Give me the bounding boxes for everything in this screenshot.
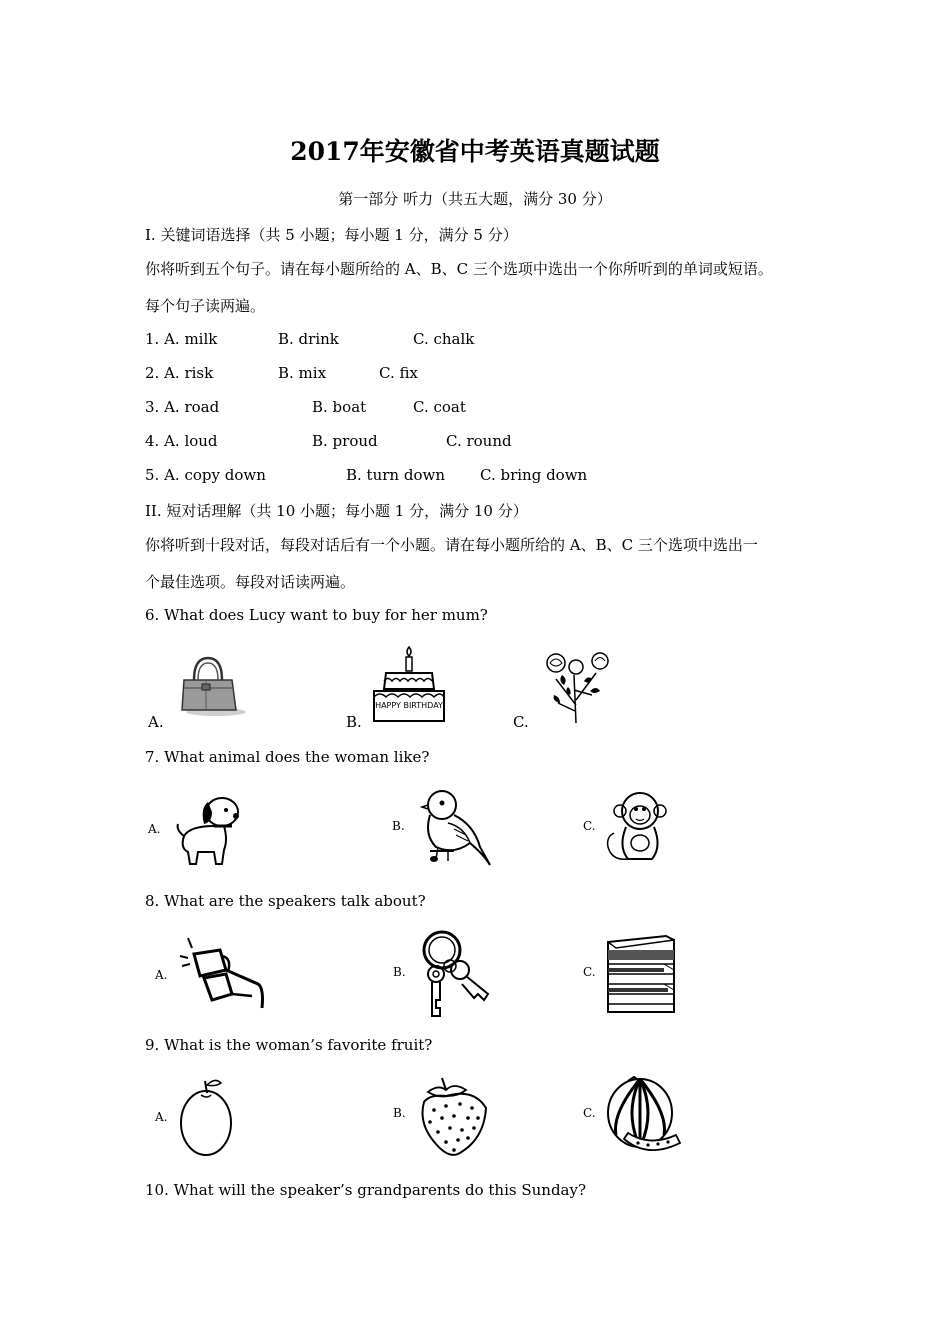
q7-text: 7. What animal does the woman like? [145, 748, 430, 766]
q3-option-a: 3. A. road [145, 398, 220, 416]
section2-instruction-line1: 你将听到十段对话，每段对话后有一个小题。请在每小题所给的 A、B、C 三个选项中选出一 [145, 536, 758, 554]
q4-option-a: 4. A. loud [145, 432, 218, 450]
part-header: 第一部分 听力（共五大题，满分 30 分） [338, 190, 612, 208]
q2-option-a: 2. A. risk [145, 364, 214, 382]
keys-icon [414, 928, 496, 1020]
page-title: 2017年安徽省中考英语真题试题 [290, 137, 660, 166]
q10-text: 10. What will the speaker’s grandparents do this Sunday? [145, 1181, 586, 1199]
birthday-cake-icon [368, 643, 450, 725]
bird-icon [414, 785, 492, 867]
plum-icon [175, 1075, 237, 1159]
q7-option-a: A. [148, 822, 161, 836]
q5-option-c: C. bring down [480, 466, 588, 484]
handbag-icon [176, 650, 248, 720]
q4-option-b: B. proud [312, 432, 378, 450]
section1-heading: I. 关键词语选择（共 5 小题；每小题 1 分，满分 5 分） [145, 226, 518, 244]
q8-text: 8. What are the speakers talk about? [145, 892, 426, 910]
q6-option-c: C. [513, 713, 529, 731]
section1-instruction-line2: 每个句子读两遍。 [145, 297, 266, 315]
q5-option-b: B. turn down [346, 466, 445, 484]
q6-option-b: B. [346, 713, 362, 731]
roses-icon [534, 645, 618, 725]
glasses-icon [178, 934, 270, 1014]
q3-option-c: C. coat [413, 398, 466, 416]
strawberry-icon [414, 1074, 492, 1160]
q8-option-c: C. [583, 965, 596, 979]
dog-icon [170, 790, 250, 868]
q9-option-c: C. [583, 1106, 596, 1120]
q9-option-b: B. [393, 1106, 406, 1120]
q4-option-c: C. round [446, 432, 512, 450]
watermelon-icon [602, 1073, 682, 1159]
monkey-icon [602, 787, 674, 867]
q1-option-c: C. chalk [413, 330, 475, 348]
section2-instruction-line2: 个最佳选项。每段对话读两遍。 [145, 573, 356, 591]
q7-option-b: B. [392, 819, 405, 833]
q5-option-a: 5. A. copy down [145, 466, 266, 484]
q1-option-b: B. drink [278, 330, 339, 348]
q6-option-a: A. [148, 713, 164, 731]
q7-option-c: C. [583, 819, 596, 833]
q9-option-a: A. [155, 1110, 168, 1124]
section1-instruction-line1: 你将听到五个句子。请在每小题所给的 A、B、C 三个选项中选出一个你所听到的单词或短语。 [145, 260, 773, 278]
q8-option-b: B. [393, 965, 406, 979]
section2-heading: II. 短对话理解（共 10 小题；每小题 1 分，满分 10 分） [145, 502, 528, 520]
q2-option-b: B. mix [278, 364, 327, 382]
q3-option-b: B. boat [312, 398, 367, 416]
cake-text: HAPPY BIRTHDAY [375, 701, 443, 710]
q2-option-c: C. fix [379, 364, 418, 382]
q9-text: 9. What is the woman’s favorite fruit? [145, 1036, 433, 1054]
q6-text: 6. What does Lucy want to buy for her mum? [145, 606, 488, 624]
q8-option-a: A. [155, 968, 168, 982]
books-icon [600, 928, 680, 1014]
q1-option-a: 1. A. milk [145, 330, 218, 348]
